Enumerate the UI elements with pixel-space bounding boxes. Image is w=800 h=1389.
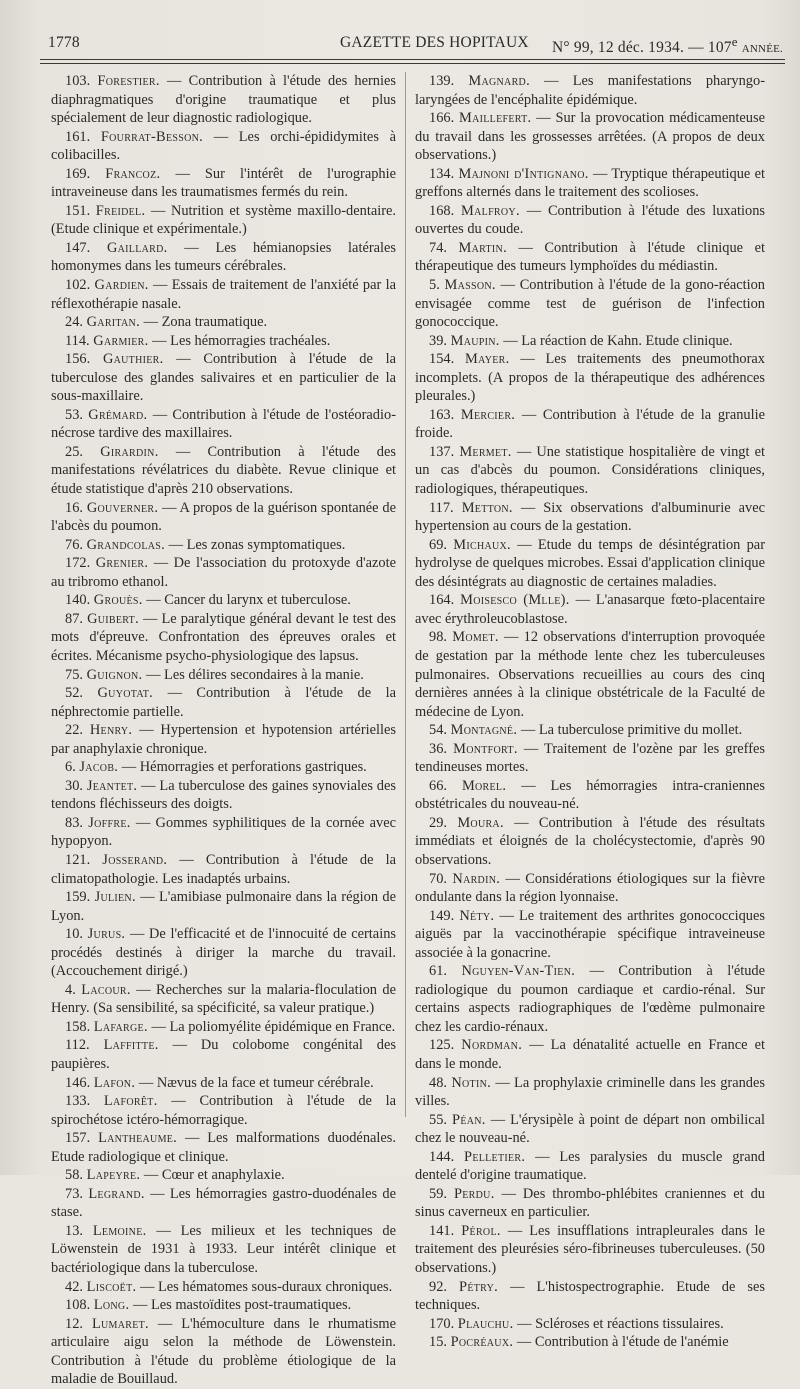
thesis-entry	[51, 499, 396, 536]
author-name: Malfroy.	[461, 202, 520, 219]
thesis-entry	[51, 1129, 396, 1166]
thesis-entry	[415, 1148, 765, 1185]
thesis-title: — Traitement de l'ozène par les greffes tendineuses mortes.	[415, 740, 765, 776]
author-name: Garmier.	[93, 332, 149, 349]
author-name: Gardien.	[94, 277, 149, 294]
entry-number: 108.	[65, 1297, 91, 1314]
thesis-title: — Contribution à l'étude de l'anémie	[516, 1334, 729, 1351]
right-column	[415, 72, 765, 1352]
entry-number: 102.	[65, 277, 91, 294]
thesis-entry	[415, 1185, 765, 1222]
entry-number: 168.	[429, 202, 455, 219]
thesis-entry	[415, 443, 765, 499]
entry-number: 158.	[65, 1018, 91, 1035]
entry-number: 15.	[429, 1334, 447, 1351]
thesis-title: — Les milieux et les techniques de Löwenstein de 1931 à 1933. Leur intérêt clinique et bactériologique dans la tuberculose.	[51, 1222, 396, 1276]
page-number: 1778	[48, 34, 80, 51]
entry-number: 103.	[65, 73, 91, 89]
author-name: Morel.	[461, 777, 507, 794]
thesis-title: — Contribution à l'étude de la spirochétose ictéro-hémorragique.	[51, 1093, 397, 1128]
entry-number: 25.	[65, 443, 83, 460]
thesis-title: — Les délires secondaires à la manie.	[146, 666, 364, 683]
thesis-title: — Les hématomes sous-duraux chroniques.	[140, 1278, 393, 1295]
thesis-entry	[51, 758, 396, 777]
thesis-title: — Nævus de la face et tumeur cérébrale.	[138, 1074, 374, 1091]
author-name: Péan.	[452, 1111, 486, 1128]
entry-number: 112.	[65, 1037, 90, 1054]
author-name: Perdu.	[453, 1185, 495, 1202]
thesis-entry	[51, 332, 396, 351]
thesis-title: — Les malformations duodénales. Etude radiologique et clinique.	[51, 1130, 396, 1165]
thesis-title: — Essais de traitement de l'anxiété par la réflexothérapie nasale.	[51, 277, 396, 312]
author-name: Nguyen-Van-Tien.	[461, 963, 576, 980]
thesis-title: — Hypertension et hypotension artérielles par anaphylaxie chronique.	[51, 722, 396, 757]
thesis-entry	[415, 332, 765, 351]
thesis-title: — Scléroses et réactions tissulaires.	[517, 1315, 724, 1332]
entry-number: 172.	[65, 555, 91, 572]
entry-number: 154.	[429, 351, 455, 368]
entry-number: 98.	[429, 629, 447, 646]
entry-number: 133.	[65, 1093, 91, 1110]
author-name: Michaux.	[453, 536, 511, 553]
thesis-title: — Les hémorragies intra-craniennes obstétricales du nouveau-né.	[415, 777, 765, 813]
thesis-title: — Cœur et anaphylaxie.	[143, 1167, 285, 1184]
author-name: Mayer.	[465, 351, 510, 368]
author-name: Lafarge.	[93, 1018, 148, 1035]
author-name: Pétry.	[459, 1278, 499, 1295]
author-name: Nordman.	[461, 1037, 523, 1054]
thesis-title: — Une statistique hospitalière de vingt et un cas d'abcès du poumon. Considérations cliniques, radiologiques, thérapeutiques.	[415, 443, 765, 498]
thesis-title: — L'érysipèle à point de départ non ombilical chez le nouveau-né.	[415, 1111, 766, 1147]
entry-number: 58.	[65, 1167, 83, 1184]
author-name: Montfort.	[453, 740, 518, 757]
entry-number: 87.	[65, 610, 83, 627]
page-header	[48, 30, 783, 57]
author-name: Maillefert.	[459, 110, 532, 127]
entry-number: 6.	[65, 759, 76, 776]
author-name: Magnard.	[468, 73, 530, 89]
entry-number: 29.	[429, 814, 447, 831]
entry-number: 61.	[429, 963, 447, 980]
thesis-title: — Contribution à l'étude de la climatopathologie. Les inadaptés urbains.	[51, 851, 396, 887]
thesis-entry	[415, 239, 765, 276]
thesis-entry	[51, 814, 396, 851]
author-name: Momet.	[452, 629, 499, 646]
thesis-title: — Les hémorragies gastro-duodénales de stase.	[51, 1185, 396, 1221]
entry-number: 73.	[65, 1185, 83, 1202]
thesis-entry	[51, 777, 396, 814]
author-name: Laforêt.	[103, 1093, 158, 1110]
thesis-entry	[51, 591, 396, 610]
thesis-title: — Contribution à l'étude de la tuberculose des glandes salivaires et en particulier de la sous-maxillaire.	[51, 351, 397, 405]
author-name: Long.	[93, 1297, 130, 1314]
thesis-title: — Tryptique thérapeutique et greffons alternés dans le traitement des scolioses.	[415, 165, 765, 201]
author-name: Guibert.	[87, 610, 139, 627]
thesis-title: — Contribution à l'étude de l'ostéoradio-nécrose tardive des maxillaires.	[51, 406, 396, 442]
thesis-entry	[51, 443, 396, 499]
author-name: Lantheaume.	[98, 1130, 178, 1147]
thesis-entry	[51, 1278, 396, 1297]
thesis-entry	[415, 628, 765, 721]
thesis-title: — La tuberculose des gaines synoviales des tendons fléchisseurs des doigts.	[51, 777, 396, 813]
thesis-title: — Contribution à l'étude des luxations ouvertes du coude.	[415, 202, 765, 238]
thesis-entry	[51, 925, 396, 981]
author-name: Francoz.	[105, 165, 161, 182]
thesis-entry	[51, 313, 396, 332]
issue-year-label: ANNÉE.	[741, 43, 783, 56]
entry-number: 75.	[65, 666, 83, 683]
thesis-title: — Nutrition et système maxillo-dentaire. (Etude clinique et expérimentale.)	[51, 202, 396, 238]
author-name: Forestier.	[97, 73, 160, 89]
thesis-title: — Etude du temps de désintégration par hydrolyse de quelques microbes. Essai d'application clinique des désintégrats au diagnostic de certaines maladies.	[415, 536, 765, 590]
entry-number: 30.	[65, 777, 83, 794]
thesis-entry	[415, 907, 765, 963]
thesis-entry	[415, 536, 765, 592]
thesis-title: — La prophylaxie criminelle dans les grandes villes.	[415, 1074, 765, 1110]
author-name: Lafon.	[93, 1074, 136, 1091]
entry-number: 39.	[429, 332, 447, 349]
thesis-title: — Recherches sur la malaria-floculation de Henry. (Sa sensibilité, sa spécificité, sa valeur pratique.)	[51, 981, 396, 1017]
author-name: Henry.	[89, 722, 133, 739]
thesis-entry	[415, 962, 765, 1036]
thesis-entry	[51, 165, 396, 202]
thesis-entry	[415, 72, 765, 109]
author-name: Joffre.	[88, 814, 131, 831]
thesis-entry	[51, 851, 396, 888]
header-rule	[40, 59, 785, 60]
thesis-title: — 12 observations d'interruption provoquée de gestation par la méthode lente chez les tuberculeuses pulmonaires. Observations recueillies au cours des cinq dernières années à la clinique obstétricale de la Faculté de médecine de Lyon.	[415, 629, 765, 720]
entry-number: 36.	[429, 740, 447, 757]
entry-number: 163.	[429, 406, 455, 423]
entry-number: 52.	[65, 685, 83, 702]
author-name: Gauthier.	[102, 351, 164, 368]
author-name: Guyotat.	[97, 685, 154, 702]
thesis-title: — L'histospectrographie. Etude de ses techniques.	[415, 1278, 765, 1314]
thesis-title: — Six observations d'albuminurie avec hypertension au cours de la gestation.	[415, 499, 765, 535]
thesis-title: — Le paralytique général devant le test des mots d'épreuve. Confrontation des épreuves orales et écrites. Mécanisme psycho-physiologique des lapsus.	[51, 610, 396, 664]
thesis-title: — Les hémianopsies latérales homonymes dans les tumeurs cérébrales.	[51, 239, 396, 275]
author-name: Legrand.	[88, 1185, 145, 1202]
entry-number: 144.	[429, 1148, 455, 1165]
author-name: Lacour.	[81, 981, 131, 998]
entry-number: 12.	[65, 1315, 83, 1332]
thesis-entry	[51, 721, 396, 758]
entry-number: 169.	[65, 165, 91, 182]
thesis-title: — Les orchi-épididymites à colibacilles.	[51, 128, 396, 164]
thesis-entry	[415, 276, 765, 332]
author-name: Moisesco (Mlle).	[460, 592, 570, 609]
thesis-title: — Les traitements des pneumothorax incomplets. (A propos de la thérapeutique des adhérences pleurales.)	[415, 351, 765, 405]
entry-number: 48.	[429, 1074, 447, 1091]
entry-number: 59.	[429, 1185, 447, 1202]
thesis-entry	[415, 1222, 765, 1278]
entry-number: 161.	[65, 128, 91, 145]
entry-number: 42.	[65, 1278, 83, 1295]
thesis-entry	[51, 128, 396, 165]
thesis-entry	[415, 1111, 765, 1148]
thesis-title: — Gommes syphilitiques de la cornée avec hypopyon.	[51, 814, 396, 850]
entry-number: 134.	[429, 165, 455, 182]
author-name: Notin.	[451, 1074, 491, 1091]
entry-number: 74.	[429, 239, 447, 256]
thesis-title: — L'amibiase pulmonaire dans la région de Lyon.	[51, 889, 396, 924]
thesis-title: — Les mastoïdites post-traumatiques.	[132, 1297, 352, 1314]
entry-number: 66.	[429, 777, 447, 794]
entry-number: 10.	[65, 926, 83, 943]
thesis-entry	[51, 350, 396, 406]
thesis-entry	[415, 202, 765, 239]
author-name: Julien.	[94, 889, 136, 906]
thesis-title: — Les paralysies du muscle grand dentelé d'origine traumatique.	[415, 1148, 765, 1184]
thesis-title: — Le traitement des arthrites gonococciques aiguës par la vaccinothérapie spécifique intraveineuse associée à la gonacrine.	[415, 907, 765, 961]
author-name: Jeantet.	[86, 777, 138, 794]
entry-number: 5.	[429, 277, 440, 294]
entry-number: 121.	[65, 851, 91, 868]
thesis-title: — L'hémoculture dans le rhumatisme articulaire aigu selon la méthode de Löwenstein. Contribution à l'étude du problème étiologique de la maladie de Bouillaud.	[51, 1315, 396, 1388]
thesis-entry	[415, 109, 765, 165]
entry-number: 151.	[65, 202, 91, 219]
thesis-entry	[415, 165, 765, 202]
author-name: Grémard.	[88, 406, 148, 423]
thesis-entry	[415, 591, 765, 628]
author-name: Jacob.	[79, 759, 119, 776]
author-name: Pelletier.	[464, 1148, 526, 1165]
thesis-entry	[51, 666, 396, 685]
author-name: Lemoine.	[92, 1222, 147, 1239]
thesis-title: — La tuberculose primitive du mollet.	[520, 722, 743, 739]
thesis-title: — Des thrombo-phlébites craniennes et du sinus caverneux en particulier.	[415, 1185, 765, 1221]
thesis-title: — Les insufflations intrapleurales dans le traitement des pleurésies séro-fibrineuses tuberculeuses. (50 observations.)	[415, 1222, 766, 1276]
thesis-title: — La poliomyélite épidémique en France.	[151, 1018, 396, 1035]
entry-number: 114.	[65, 332, 90, 349]
entry-number: 76.	[65, 536, 83, 553]
entry-number: 159.	[65, 889, 91, 906]
thesis-title: — Sur la provocation médicamenteuse du travail dans les grossesses arrêtées. (A propos de deux observations.)	[415, 110, 765, 164]
thesis-title: — Contribution à l'étude de la gono-réaction envisagée comme test de guérison de l'infection gonococcique.	[415, 277, 765, 331]
entry-number: 55.	[429, 1111, 447, 1128]
thesis-title: — Contribution à l'étude des manifestations révélatrices du diabète. Revue clinique et étude statistique d'après 210 observations.	[51, 443, 396, 498]
thesis-entry	[415, 814, 765, 870]
author-name: Lumaret.	[91, 1315, 149, 1332]
author-name: Néty.	[459, 907, 495, 924]
thesis-entry	[51, 981, 396, 1018]
author-name: Laffitte.	[103, 1037, 159, 1054]
thesis-title: — De l'efficacité et de l'innocuité de certains procédés destinés à diriger la marche du travail. (Accouchement dirigé.)	[51, 926, 396, 980]
thesis-title: — Sur l'intérêt de l'urographie intraveineuse dans les traumatismes fermés du rein.	[51, 165, 396, 201]
author-name: Plauchu.	[457, 1315, 514, 1332]
thesis-title: — Du colobome congénital des paupières.	[51, 1037, 396, 1072]
entry-number: 4.	[65, 981, 76, 998]
thesis-entry	[51, 684, 396, 721]
thesis-entry	[51, 202, 396, 239]
thesis-title: — La réaction de Kahn. Etude clinique.	[503, 332, 733, 349]
author-name: Grouès.	[93, 592, 143, 609]
thesis-title: — Cancer du larynx et tuberculose.	[146, 592, 351, 609]
thesis-entry	[51, 1296, 396, 1315]
author-name: Gouverner.	[86, 499, 159, 516]
thesis-title: — La dénatalité actuelle en France et dans le monde.	[415, 1037, 765, 1072]
thesis-title: — Considérations étiologiques sur la fièvre ondulante dans la région lyonnaise.	[415, 870, 765, 906]
author-name: Garitan.	[86, 314, 140, 331]
thesis-entry	[415, 1278, 765, 1315]
author-name: Fourrat-Besson.	[100, 128, 204, 145]
entry-number: 125.	[429, 1037, 455, 1054]
entry-number: 170.	[429, 1315, 455, 1332]
thesis-title: — Contribution à l'étude des hernies diaphragmatiques d'origine traumatique et plus spécialement de leur diagnostic radiologique.	[51, 73, 396, 127]
entry-number: 92.	[429, 1278, 447, 1295]
thesis-entry	[51, 1166, 396, 1185]
entry-number: 156.	[65, 351, 91, 368]
thesis-entry	[51, 406, 396, 443]
author-name: Grandcolas.	[86, 536, 166, 553]
entry-number: 141.	[429, 1222, 455, 1239]
author-name: Girardin.	[100, 443, 159, 460]
thesis-entry	[415, 777, 765, 814]
issue-label: N° 99, 12 déc. 1934. — 107	[552, 39, 732, 57]
thesis-entry	[51, 554, 396, 591]
thesis-title: — De l'association du protoxyde d'azote au tribromo ethanol.	[51, 555, 396, 590]
author-name: Metton.	[461, 499, 513, 516]
entry-number: 24.	[65, 314, 83, 331]
author-name: Masson.	[444, 277, 496, 294]
thesis-title: — A propos de la guérison spontanée de l'abcès du poumon.	[51, 499, 396, 535]
thesis-title: — Les manifestations pharyngo-laryngées de l'encéphalite épidémique.	[415, 73, 765, 108]
issue-superscript: e	[731, 34, 738, 49]
thesis-title: — Zona traumatique.	[143, 314, 268, 331]
thesis-entry	[51, 276, 396, 313]
thesis-entry	[51, 888, 396, 925]
thesis-title: — Hémorragies et perforations gastriques.	[121, 759, 367, 776]
entry-number: 70.	[429, 870, 447, 887]
thesis-entry	[415, 1036, 765, 1073]
entry-number: 137.	[429, 443, 455, 460]
entry-number: 146.	[65, 1074, 91, 1091]
entry-number: 53.	[65, 406, 83, 423]
thesis-entry	[415, 406, 765, 443]
thesis-entry	[415, 870, 765, 907]
author-name: Mercier.	[460, 406, 516, 423]
thesis-title: — L'anasarque fœto-placentaire avec érythroleucoblastose.	[415, 592, 765, 627]
author-name: Liscoët.	[86, 1278, 137, 1295]
author-name: Nardin.	[452, 870, 501, 887]
thesis-entry	[51, 1018, 396, 1037]
entry-number: 16.	[65, 499, 83, 516]
thesis-title: — Contribution à l'étude de la granulie froide.	[415, 406, 765, 442]
thesis-entry	[415, 740, 765, 777]
entry-number: 69.	[429, 536, 447, 553]
thesis-title: — Les zonas symptomatiques.	[168, 536, 346, 553]
author-name: Maupin.	[450, 332, 500, 349]
author-name: Mermet.	[459, 443, 512, 460]
column-divider	[405, 72, 406, 1117]
author-name: Jurus.	[87, 926, 126, 943]
entry-number: 166.	[429, 110, 455, 127]
left-column	[51, 72, 396, 1389]
thesis-title: — Contribution à l'étude des résultats immédiats et éloignés de la cholécystectomie, d'après 90 observations.	[415, 814, 765, 868]
thesis-entry	[51, 1315, 396, 1389]
thesis-entry	[51, 239, 396, 276]
entry-number: 164.	[429, 592, 455, 609]
thesis-title: — Contribution à l'étude de la néphrectomie partielle.	[51, 685, 396, 720]
journal-title: GAZETTE DES HOPITAUX	[340, 34, 529, 51]
author-name: Guignon.	[86, 666, 143, 683]
thesis-entry	[415, 1074, 765, 1111]
author-name: Majnoni d'Intignano.	[458, 165, 589, 182]
entry-number: 147.	[65, 239, 91, 256]
author-name: Lapeyre.	[86, 1167, 141, 1184]
thesis-entry	[51, 536, 396, 555]
thesis-title: — Contribution à l'étude radiologique du poumon cardiaque et cardio-rénal. Sur certains aspects radiographiques de l'œdème pulmonaire chez les cardio-rénaux.	[415, 963, 765, 1035]
author-name: Martin.	[458, 239, 507, 256]
thesis-entry	[415, 499, 765, 536]
thesis-entry	[51, 1185, 396, 1222]
thesis-title: — Contribution à l'étude clinique et thérapeutique des tumeurs lymphoïdes du médiastin.	[415, 239, 765, 275]
thesis-title: — Les hémorragies trachéales.	[152, 332, 331, 349]
thesis-entry	[51, 1036, 396, 1073]
entry-number: 157.	[65, 1130, 91, 1147]
header-rule-thin	[40, 63, 785, 64]
author-name: Montagné.	[450, 722, 518, 739]
issue-info	[552, 34, 783, 57]
thesis-entry	[51, 1074, 396, 1093]
author-name: Grenier.	[95, 555, 149, 572]
author-name: Moura.	[457, 814, 504, 831]
entry-number: 83.	[65, 814, 83, 831]
entry-number: 139.	[429, 73, 455, 89]
thesis-entry	[51, 610, 396, 666]
thesis-entry	[51, 1092, 396, 1129]
entry-number: 54.	[429, 722, 447, 739]
entry-number: 117.	[429, 499, 454, 516]
thesis-entry	[415, 721, 765, 740]
author-name: Josserand.	[102, 851, 168, 868]
entry-number: 140.	[65, 592, 91, 609]
entry-number: 22.	[65, 722, 83, 739]
thesis-entry	[415, 1315, 765, 1334]
entry-number: 149.	[429, 907, 455, 924]
entry-number: 13.	[65, 1222, 83, 1239]
thesis-entry	[51, 72, 396, 128]
thesis-entry	[415, 1333, 765, 1352]
author-name: Pérol.	[461, 1222, 501, 1239]
author-name: Gaillard.	[106, 239, 168, 256]
author-name: Pocréaux.	[450, 1334, 514, 1351]
author-name: Freidel.	[95, 202, 146, 219]
thesis-entry	[415, 350, 765, 406]
thesis-entry	[51, 1222, 396, 1278]
